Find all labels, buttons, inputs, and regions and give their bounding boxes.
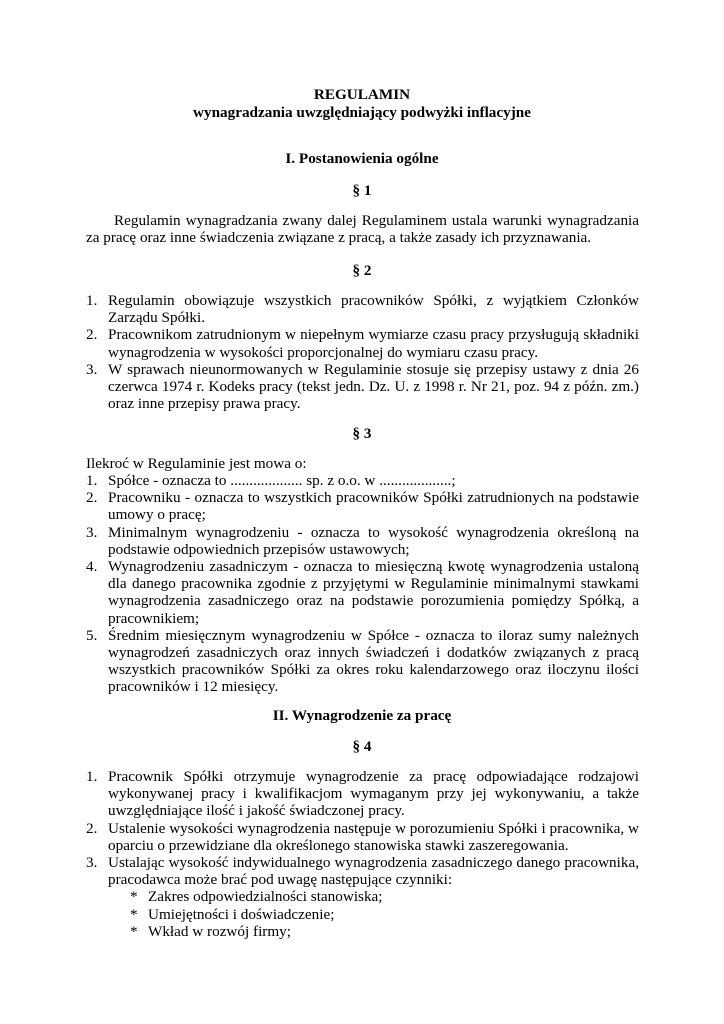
list-item (86, 558, 639, 627)
list-item-text: Średnim miesięcznym wynagrodzeniu w Spółce - oznacza to iloraz sumy należnych wynagrodzeń zasadniczych oraz innych świadczeń i dodatków związanych z pracą wszystkich pracowników Spółki za okres roku kalendarzowego oraz iloczynu ilości pracowników i 12 miesięcy. (108, 626, 639, 696)
paragraph-3-intro: Ilekroć w Regulaminie jest mowa o: (86, 455, 307, 472)
list-item-number: 1. (86, 768, 98, 785)
list-item (86, 854, 639, 940)
bullet-marker: * (130, 905, 138, 923)
list-item-number: 3. (86, 523, 98, 541)
list-item-number: 2. (86, 326, 98, 344)
list-item-number: 3. (86, 360, 98, 378)
paragraph-1-text: Regulamin wynagradzania zwany dalej Regulaminem ustala warunki wynagradzania za pracę oraz inne świadczenia związane z pracą, a także zasady ich przyznawania. (86, 212, 639, 247)
paragraph-2-list (86, 292, 639, 412)
bullet-marker: * (130, 922, 138, 940)
list-item (86, 361, 639, 413)
list-item-number: 2. (86, 489, 98, 507)
list-item-number: 2. (86, 819, 98, 837)
list-item (86, 768, 639, 820)
paragraph-4-list (86, 768, 639, 940)
paragraph-label-3: § 3 (352, 425, 372, 442)
list-item (86, 292, 639, 326)
factor-item (108, 888, 639, 905)
list-item-text: Minimalnym wynagrodzeniu - oznacza to wysokość wynagrodzenia określoną na podstawie odpowiednich przepisów ustawowych; (108, 523, 639, 558)
list-item (86, 524, 639, 558)
paragraph-label-4: § 4 (352, 738, 372, 755)
section-heading-general: I. Postanowienia ogólne (285, 150, 439, 167)
document-subtitle: wynagradzania uwzględniający podwyżki inflacyjne (193, 104, 531, 121)
list-item-text: Pracowniku - oznacza to wszystkich pracowników Spółki zatrudnionych na podstawie umowy o pracę; (108, 489, 639, 524)
list-item-text: Spółce - oznacza to ................... sp. z o.o. w ...................; (108, 472, 456, 489)
list-item-number: 4. (86, 558, 98, 576)
paragraph-3-list (86, 472, 639, 696)
factor-text: Zakres odpowiedzialności stanowiska; (148, 888, 383, 906)
list-item (86, 820, 639, 854)
document-title: REGULAMIN (313, 86, 411, 103)
list-item (86, 489, 639, 523)
paragraph-label-2: § 2 (352, 262, 372, 279)
list-item-number: 5. (86, 626, 98, 644)
list-item-number: 1. (86, 472, 98, 489)
bullet-marker: * (130, 888, 138, 906)
list-item-number: 3. (86, 854, 98, 872)
list-item-text: Ustalenie wysokości wynagrodzenia następuje w porozumieniu Spółki i pracownika, w oparciu o przewidziane dla określonego stanowiska stawki zaszeregowania. (108, 819, 639, 854)
list-item-text: Ustalając wysokość indywidualnego wynagrodzenia zasadniczego danego pracownika, pracodawca może brać pod uwagę następujące czynniki: (108, 854, 639, 889)
list-item-number: 1. (86, 292, 98, 309)
list-item (86, 472, 639, 489)
factor-text: Umiejętności i doświadczenie; (148, 905, 335, 923)
list-item-text: Regulamin obowiązuje wszystkich pracowników Spółki, z wyjątkiem Członków Zarządu Spółki. (108, 292, 639, 327)
list-item-text: W sprawach nieunormowanych w Regulaminie stosuje się przepisy ustawy z dnia 26 czerwca 1974 r. Kodeks pracy (tekst jedn. Dz. U. z 1998 r. Nr 21, poz. 94 z późn. zm.) oraz inne przepisy prawa pracy. (108, 360, 639, 413)
list-item-text: Pracownik Spółki otrzymuje wynagrodzenie za pracę odpowiadające rodzajowi wykonywanej pracy i kwalifikacjom wymaganym przy jej wykonywaniu, a także uwzględniające ilość i jakość świadczonej pracy. (108, 768, 639, 820)
factor-text: Wkład w rozwój firmy; (148, 922, 291, 940)
factor-item (108, 906, 639, 923)
factor-item (108, 923, 639, 940)
list-item (86, 326, 639, 360)
paragraph-label-1: § 1 (352, 182, 372, 199)
list-item-text: Wynagrodzeniu zasadniczym - oznacza to miesięczną kwotę wynagrodzenia ustaloną dla danego pracownika zgodnie z przyjętymi w Regulaminie minimalnymi stawkami wynagrodzenia zasadniczego oraz na podstawie porozumienia pomiędzy Spółką, a pracownikiem; (108, 558, 639, 627)
factors-list (108, 888, 639, 940)
section-heading-remuneration: II. Wynagrodzenie za pracę (272, 707, 452, 724)
list-item (86, 627, 639, 696)
list-item-text: Pracownikom zatrudnionym w niepełnym wymiarze czasu pracy przysługują składniki wynagrodzenia w wysokości proporcjonalnej do wymiaru czasu pracy. (108, 326, 639, 361)
